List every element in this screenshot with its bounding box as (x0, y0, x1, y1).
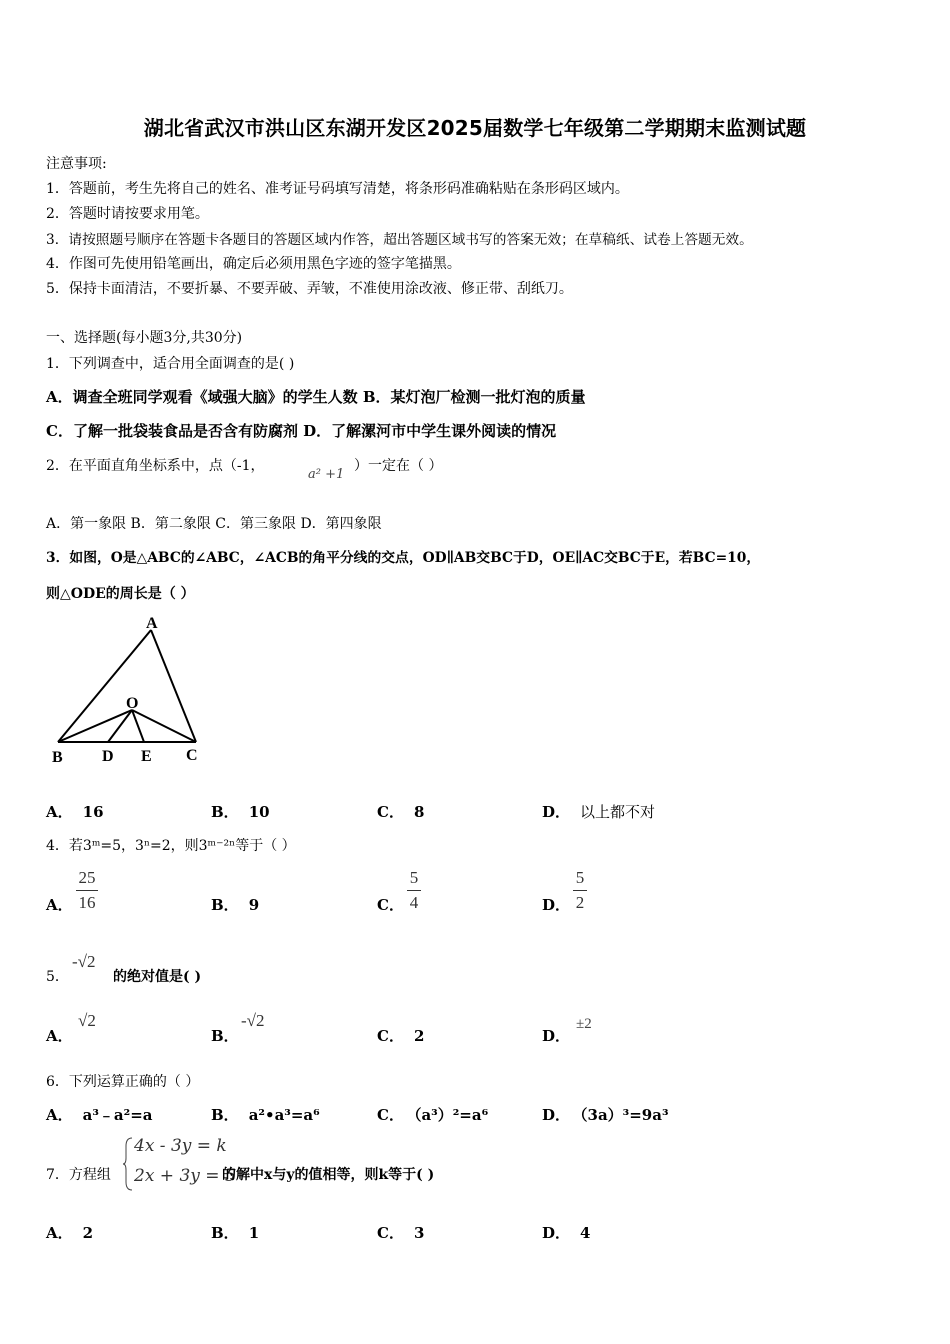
vertex-label-o: O (126, 695, 139, 712)
q2-expression: a² +1 (308, 467, 345, 482)
q4-option-d-label: D． (542, 896, 571, 914)
q6-option-a: A． a³﹣a²=a (46, 1106, 153, 1124)
q5-option-d-label: D． (542, 1027, 571, 1045)
q7-option-a: A． 2 (46, 1224, 94, 1242)
triangle-figure (46, 612, 216, 772)
q4-option-c-label: C． (377, 896, 404, 914)
q1-options-ab: A．调查全班同学观看《域强大脑》的学生人数 B．某灯泡厂检测一批灯泡的质量 (46, 388, 586, 406)
q3-option-b: B． 10 (211, 803, 270, 821)
q6-option-c: C． （a³）²=a⁶ (377, 1106, 489, 1124)
q3-stem-line1: 3．如图，O是△ABC的∠ABC，∠ACB的角平分线的交点，OD∥AB交BC于D，OE∥AC交BC于E，若BC=10， (46, 550, 761, 566)
q5-option-b-value: -√2 (241, 1011, 265, 1030)
section-heading: 一、选择题(每小题3分,共30分) (46, 330, 243, 346)
q3-option-c: C． 8 (377, 803, 425, 821)
q7-equation-1: 4x - 3y = k (134, 1136, 227, 1156)
q2-options: A．第一象限 B．第二象限 C．第三象限 D．第四象限 (46, 516, 382, 532)
page-title: 湖北省武汉市洪山区东湖开发区2025届数学七年级第二学期期末监测试题 (143, 116, 807, 140)
q7-number: 7．方程组 (46, 1167, 111, 1183)
q5-number: 5． (46, 969, 69, 985)
q7-option-c: C． 3 (377, 1224, 425, 1242)
system-brace (122, 1136, 134, 1192)
vertex-label-e: E (141, 748, 152, 765)
q4-option-a-fraction: 25 16 (76, 868, 98, 913)
q2-stem-b: ）一定在（ ） (354, 458, 443, 474)
vertex-label-b: B (52, 749, 63, 766)
q3-option-d: D． 以上都不对 (542, 803, 656, 821)
q2-stem-a: 2．在平面直角坐标系中，点（-1， (46, 458, 265, 474)
notice-item-5: 5．保持卡面清洁，不要折暴、不要弄破、弄皱，不准使用涂改液、修正带、刮纸刀。 (46, 281, 573, 297)
q7-stem: 的解中x与y的值相等，则k等于( ) (222, 1167, 435, 1183)
q7-option-d: D． 4 (542, 1224, 591, 1242)
notice-item-1: 1．答题前，考生先将自己的姓名、准考证号码填写清楚，将条形码准确粘贴在条形码区域内。 (46, 181, 629, 197)
notice-item-2: 2．答题时请按要求用笔。 (46, 206, 209, 222)
q4-option-c-fraction: 5 4 (407, 868, 421, 913)
q5-option-a-value: √2 (78, 1011, 96, 1030)
notice-heading: 注意事项: (46, 156, 107, 172)
q1-stem: 1．下列调查中，适合用全面调查的是( ) (46, 356, 295, 372)
q1-options-cd: C．了解一批袋装食品是否含有防腐剂 D．了解漯河市中学生课外阅读的情况 (46, 422, 557, 440)
q4-option-d-fraction: 5 2 (573, 868, 587, 913)
q7-option-b: B． 1 (211, 1224, 260, 1242)
q6-option-d: D． （3a）³=9a³ (542, 1106, 669, 1124)
q3-stem-line2: 则△ODE的周长是（ ） (46, 586, 195, 602)
vertex-label-a: A (146, 615, 158, 632)
q6-option-b: B． a²•a³=a⁶ (211, 1106, 320, 1124)
q4-stem: 4．若3ᵐ=5，3ⁿ=2，则3ᵐ⁻²ⁿ等于（ ） (46, 838, 296, 854)
notice-item-4: 4．作图可先使用铅笔画出，确定后必须用黑色字迹的签字笔描黑。 (46, 256, 461, 272)
q5-expression: -√2 (72, 952, 96, 971)
q3-option-a: A． 16 (46, 803, 104, 821)
q5-stem: 的绝对值是( ) (113, 969, 202, 985)
q5-option-c: C． 2 (377, 1027, 425, 1045)
q5-option-d-value: ±2 (576, 1016, 592, 1032)
q5-option-a-label: A． (46, 1027, 73, 1045)
notice-item-3: 3．请按照题号顺序在答题卡各题目的答题区域内作答，超出答题区域书写的答案无效；在草稿纸、试卷上答题无效。 (46, 232, 753, 248)
q4-option-a-label: A． (46, 896, 73, 914)
q4-option-b: B． 9 (211, 896, 260, 914)
q5-option-b-label: B． (211, 1027, 239, 1045)
q7-equation-2: 2x + 3y = 5 (134, 1166, 236, 1186)
vertex-label-d: D (102, 748, 114, 765)
vertex-label-c: C (186, 747, 198, 764)
q6-stem: 6．下列运算正确的（ ） (46, 1074, 200, 1090)
